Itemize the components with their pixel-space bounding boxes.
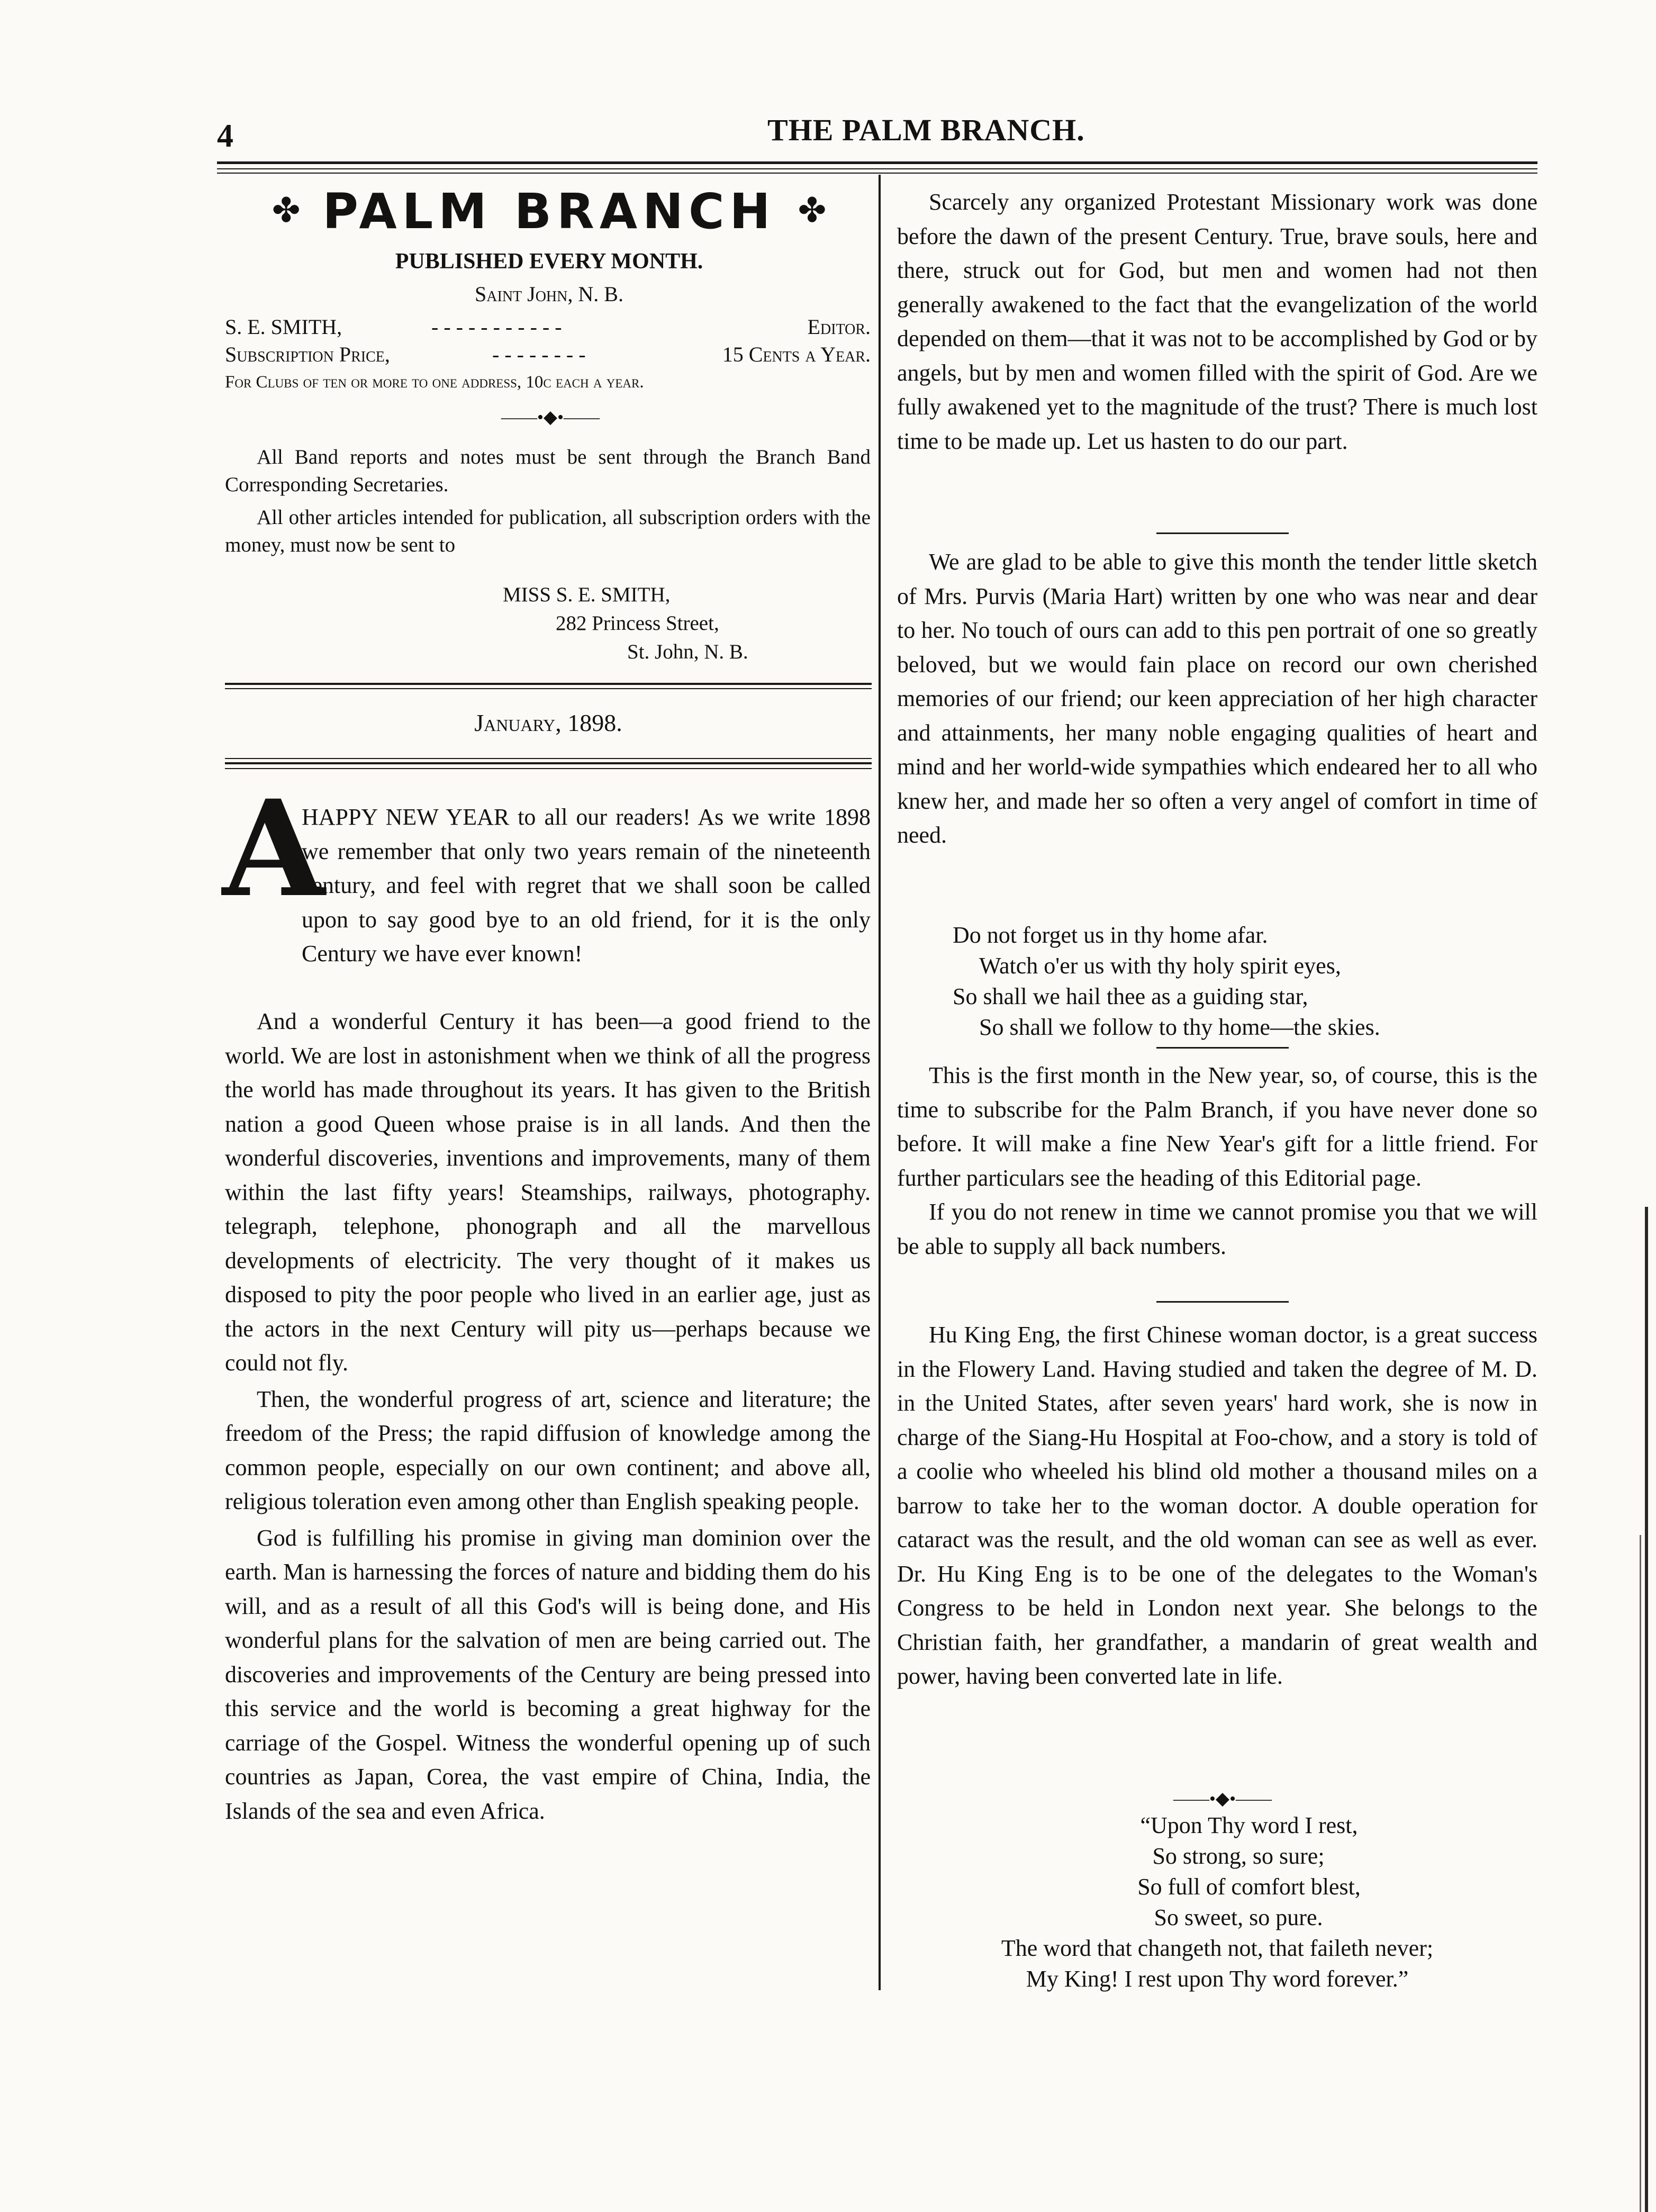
header-rule-thin xyxy=(217,168,1537,169)
short-rule xyxy=(1156,1301,1289,1303)
editor-label: Editor. xyxy=(807,315,871,339)
right-paragraph-purvis xyxy=(897,545,1537,853)
paragraph: If you do not renew in time we cannot promise you that we will be able to supply all back numbers. xyxy=(897,1199,1537,1259)
masthead-title xyxy=(228,183,871,240)
dateline-rule-top-thin xyxy=(225,688,872,689)
masthead-divider: ——•◆•—— xyxy=(501,408,600,427)
right-paragraph-hu-king-eng xyxy=(897,1318,1537,1694)
section-divider: ——•◆•—— xyxy=(1173,1789,1272,1809)
address-street: 282 Princess Street, xyxy=(556,612,719,635)
paragraph: Then, the wonderful progress of art, science and literature; the freedom of the Press; the rapid diffusion of knowledge among the common people, especially on our own continent; and above all, religious toleration even among other than English speaking people. xyxy=(225,1386,871,1514)
editor-leader: - - - - - - - - - - - xyxy=(431,315,562,339)
dateline-rule-bottom-thick xyxy=(225,762,872,764)
scan-edge xyxy=(1645,1207,1648,2212)
dateline-rule-bottom xyxy=(225,758,872,759)
verse-line: So shall we hail thee as a guiding star, xyxy=(953,983,1308,1009)
verse-line: Watch o'er us with thy holy spirit eyes, xyxy=(979,953,1341,979)
header-rule-thin xyxy=(217,173,1537,174)
verse-line: My King! I rest upon Thy word forever.” xyxy=(1026,1966,1409,1992)
dateline-rule-bottom-thin xyxy=(225,768,872,769)
price-value: 15 Cents a Year. xyxy=(722,342,871,366)
articles-notice: All other articles intended for publication, all subscription orders with the money, must now be sent to xyxy=(225,506,871,556)
paragraph: Hu King Eng, the first Chinese woman doctor, is a great success in the Flowery Land. Having studied and taken the degree of M. D. in the United States, after seven years' hard work, she is now in charge of the Siang-Hu Hospital at Foo-chow, and a story is told of a coolie who wheeled his blind old mother a thousand miles on a barrow to take her to the woman doctor. A double operation for cataract was the result, and the old woman can see as well as ever. Dr. Hu King Eng is to be one of the delegates to the Woman's Congress to be held in London next year. She belongs to the Christian faith, her grandfather, a mandarin of great wealth and power, having been converted late in life. xyxy=(897,1322,1537,1689)
dateline: January, 1898. xyxy=(474,709,622,736)
price-label: Subscription Price, xyxy=(225,342,390,366)
masthead-title-text: PALM BRANCH xyxy=(322,183,776,240)
price-leader: - - - - - - - - xyxy=(492,342,586,366)
clubs-line: For Clubs of ten or more to one address, 10c each a year. xyxy=(225,373,644,392)
verse-line: Do not forget us in thy home afar. xyxy=(953,922,1268,948)
verse-farewell xyxy=(953,920,1380,1043)
paragraph: Scarcely any organized Protestant Missionary work was done before the dawn of the present Century. True, brave souls, here and there, struck out for God, but men and women had not then generally awakened to the fact that the evangelization of the world depended on them—that it was not to be accomplished by God or by angels, but by men and women filled with the spirit of God. Are we fully awakened yet to the magnitude of the trust? There is much lost time to be made up. Let us hasten to do our part. xyxy=(897,189,1537,454)
verse-line: So shall we follow to thy home—the skies. xyxy=(979,1014,1380,1040)
band-reports-notice: All Band reports and notes must be sent through the Branch Band Corresponding Secretaries. xyxy=(225,446,871,496)
published-line: PUBLISHED EVERY MONTH. xyxy=(395,249,703,274)
verse-line: So sweet, so pure. xyxy=(1154,1904,1323,1930)
running-title: THE PALM BRANCH. xyxy=(767,113,1085,147)
verse-line: So full of comfort blest, xyxy=(1137,1874,1361,1900)
paragraph: God is fulfilling his promise in giving man dominion over the earth. Man is harnessing the forces of nature and bidding them do his will, and as a result of all this God's will is being done, and His wonderful plans for the salvation of men are being carried out. The discoveries and improvements of the Century are being pressed into this service and the world is becoming a great highway for the carriage of the Gospel. Witness the wonderful opening up of such countries as Japan, Corea, the vast empire of China, India, the Islands of the sea and even Africa. xyxy=(225,1524,871,1824)
price-line xyxy=(225,341,871,368)
right-paragraph-subscribe xyxy=(897,1059,1537,1263)
verse-line: The word that changeth not, that faileth never; xyxy=(1001,1935,1434,1961)
place-line: Saint John, N. B. xyxy=(475,282,623,306)
header-rule xyxy=(217,161,1537,164)
verse-upon-thy-word xyxy=(897,1810,1537,1994)
ornament-left-icon: ✤ xyxy=(272,191,301,230)
editor-line xyxy=(225,313,871,341)
ornament-right-icon: ✤ xyxy=(798,191,827,230)
verse-line: “Upon Thy word I rest, xyxy=(1140,1812,1358,1838)
address-name: MISS S. E. SMITH, xyxy=(503,583,671,606)
address-city: St. John, N. B. xyxy=(627,640,748,663)
paragraph: And a wonderful Century it has been—a good friend to the world. We are lost in astonishment when we think of all the progress the world has made throughout its years. It has given to the British nation a good Queen whose praise is in all lands. And then the wonderful discoveries, inventions and improvements, many of them within the last fifty years! Steamships, railways, photography. telegraph, telephone, phonograph and all the marvellous developments of electricity. The very thought of it makes us disposed to pity the poor people who lived in an earlier age, just as the actors in the next Century will pity us—perhaps because we could not fly. xyxy=(225,1008,871,1376)
paragraph: HAPPY NEW YEAR to all our readers! As we write 1898 we remember that only two years remain of the nineteenth century, and feel with regret that we shall soon be called upon to say good bye to an old friend, for it is the only Century we have ever known! xyxy=(302,804,871,967)
page-number: 4 xyxy=(217,118,234,154)
left-article-opening xyxy=(302,800,871,971)
verse-line: So strong, so sure; xyxy=(1152,1843,1325,1869)
left-article-body xyxy=(225,1005,871,1828)
right-paragraph-missions xyxy=(897,185,1537,458)
drop-cap: A xyxy=(222,771,325,926)
scan-edge-thin xyxy=(1640,1535,1641,2212)
editor-name: S. E. SMITH, xyxy=(225,315,342,339)
dateline-rule-top xyxy=(225,683,872,685)
short-rule xyxy=(1156,532,1289,534)
paragraph: This is the first month in the New year, so, of course, this is the time to subscribe for the Palm Branch, if you have never done so before. It will make a fine New Year's gift for a little friend. For further particulars see the heading of this Editorial page. xyxy=(897,1062,1537,1191)
paragraph: We are glad to be able to give this month the tender little sketch of Mrs. Purvis (Maria Hart) written by one who was near and dear to her. No touch of ours can add to this pen portrait of one so greatly beloved, but we would fain place on record our own cherished memories of our friend; our keen appreciation of her high character and attainments, her many noble engaging qualities of heart and mind and her world-wide sympathies which endeared her to all who knew her, and made her so often a very angel of comfort in time of need. xyxy=(897,549,1537,848)
column-divider xyxy=(879,175,881,1990)
short-rule xyxy=(1156,1047,1289,1049)
